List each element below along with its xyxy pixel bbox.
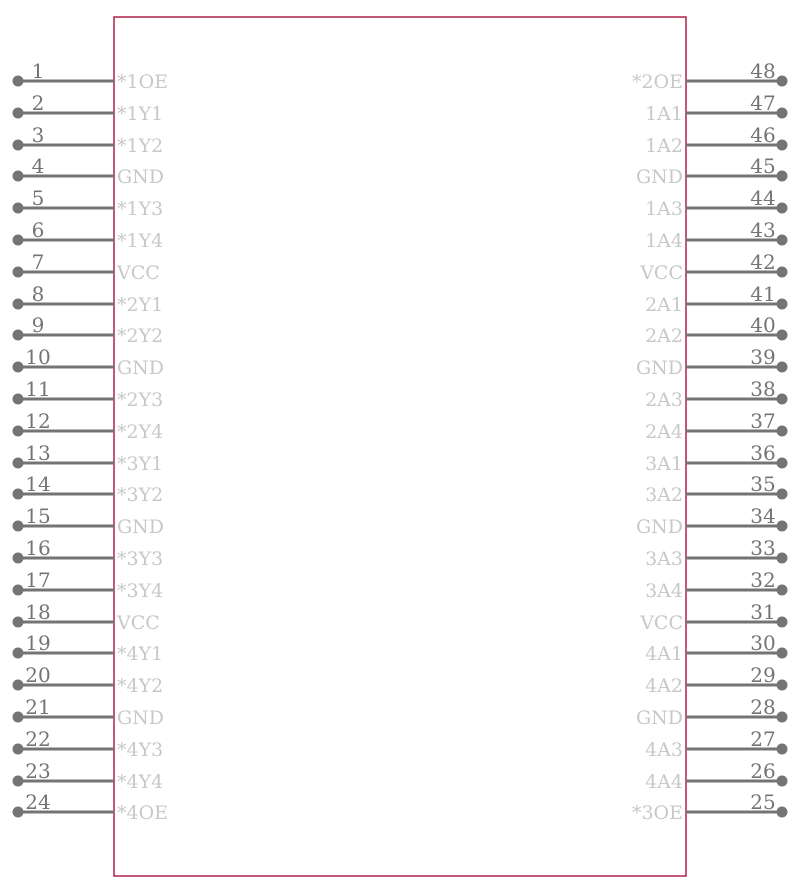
pin-2 — [13, 91, 164, 125]
pin-26 — [645, 759, 787, 793]
pin-number: 40 — [750, 313, 776, 337]
pin-number: 28 — [750, 695, 776, 719]
pin-terminal-dot — [13, 712, 24, 723]
pin-number: 48 — [750, 59, 776, 83]
pin-terminal-dot — [777, 203, 788, 214]
pin-terminal-dot — [13, 617, 24, 628]
pin-terminal-dot — [777, 426, 788, 437]
pin-28 — [636, 695, 788, 729]
pin-name-label: *3OE — [631, 802, 683, 824]
pin-name-label: *4Y4 — [117, 771, 164, 793]
pin-number: 41 — [750, 282, 776, 306]
pin-number: 26 — [750, 759, 776, 783]
pin-46 — [645, 123, 787, 157]
pin-terminal-dot — [13, 140, 24, 151]
pin-name-label: 3A4 — [645, 580, 683, 602]
pin-number: 10 — [25, 345, 51, 369]
pin-32 — [645, 568, 787, 602]
pin-17 — [13, 568, 164, 602]
pin-name-label: *2OE — [631, 71, 683, 93]
pin-name-label: GND — [635, 357, 683, 379]
pin-terminal-dot — [777, 553, 788, 564]
pin-7 — [13, 250, 160, 284]
pin-name-label: VCC — [640, 612, 683, 634]
pin-47 — [645, 91, 787, 125]
pin-terminal-dot — [777, 171, 788, 182]
pin-9 — [13, 313, 164, 347]
pin-27 — [645, 727, 787, 761]
pin-24 — [13, 790, 169, 824]
pin-39 — [636, 345, 788, 379]
pin-number: 44 — [750, 186, 776, 210]
pin-number: 33 — [750, 536, 776, 560]
pin-name-label: GND — [635, 516, 683, 538]
pin-33 — [645, 536, 787, 570]
pin-terminal-dot — [13, 744, 24, 755]
pin-terminal-dot — [13, 235, 24, 246]
pin-number: 34 — [750, 504, 776, 528]
pin-terminal-dot — [777, 585, 788, 596]
pin-13 — [13, 441, 164, 475]
pin-terminal-dot — [777, 712, 788, 723]
pin-41 — [645, 282, 787, 316]
pin-18 — [13, 600, 160, 634]
pin-29 — [645, 663, 787, 697]
pin-terminal-dot — [777, 617, 788, 628]
pin-terminal-dot — [777, 807, 788, 818]
pin-number: 37 — [750, 409, 776, 433]
left-pin-group — [13, 59, 169, 824]
pin-16 — [13, 536, 164, 570]
pin-number: 8 — [31, 282, 45, 306]
pin-number: 42 — [750, 250, 776, 274]
pin-name-label: *1Y2 — [117, 135, 164, 157]
pin-terminal-dot — [777, 394, 788, 405]
pin-name-label: VCC — [117, 612, 160, 634]
pin-name-label: 2A2 — [645, 325, 683, 347]
pin-name-label: *2Y1 — [117, 294, 164, 316]
pin-48 — [632, 59, 788, 93]
pin-number: 22 — [25, 727, 51, 751]
pin-21 — [13, 695, 165, 729]
pin-37 — [645, 409, 787, 443]
ic-body-outline — [114, 17, 686, 876]
pin-name-label: *4Y2 — [117, 675, 164, 697]
pin-name-label: *4Y3 — [117, 739, 164, 761]
pin-number: 38 — [750, 377, 776, 401]
pin-6 — [13, 218, 164, 252]
pin-terminal-dot — [777, 330, 788, 341]
pin-terminal-dot — [13, 585, 24, 596]
pin-terminal-dot — [13, 267, 24, 278]
pin-terminal-dot — [13, 203, 24, 214]
pin-3 — [13, 123, 164, 157]
pin-terminal-dot — [777, 76, 788, 87]
pin-number: 30 — [750, 631, 776, 655]
pin-name-label: *3Y3 — [117, 548, 164, 570]
pin-20 — [13, 663, 164, 697]
pin-terminal-dot — [13, 807, 24, 818]
pin-name-label: 3A1 — [645, 453, 683, 475]
pin-number: 43 — [750, 218, 776, 242]
pin-30 — [645, 631, 787, 665]
pin-name-label: *4OE — [117, 802, 169, 824]
pin-23 — [13, 759, 164, 793]
pin-terminal-dot — [13, 521, 24, 532]
pin-terminal-dot — [13, 362, 24, 373]
pin-terminal-dot — [13, 458, 24, 469]
pin-number: 4 — [31, 154, 45, 178]
pin-name-label: 2A1 — [645, 294, 683, 316]
pin-name-label: *3Y2 — [117, 484, 164, 506]
pin-name-label: *1OE — [117, 71, 169, 93]
pin-number: 24 — [25, 790, 51, 814]
pin-terminal-dot — [777, 648, 788, 659]
pin-38 — [645, 377, 787, 411]
pin-number: 16 — [25, 536, 51, 560]
pin-number: 25 — [750, 790, 776, 814]
pin-terminal-dot — [13, 108, 24, 119]
pin-name-label: 2A3 — [645, 389, 683, 411]
pin-terminal-dot — [777, 299, 788, 310]
pin-terminal-dot — [777, 267, 788, 278]
pin-name-label: *3Y4 — [117, 580, 164, 602]
pin-number: 45 — [750, 154, 776, 178]
pin-terminal-dot — [13, 680, 24, 691]
pin-name-label: 1A2 — [645, 135, 683, 157]
pin-terminal-dot — [777, 680, 788, 691]
pin-terminal-dot — [777, 776, 788, 787]
pin-terminal-dot — [13, 76, 24, 87]
pin-name-label: 4A3 — [645, 739, 683, 761]
pin-22 — [13, 727, 164, 761]
pin-name-label: GND — [117, 707, 165, 729]
pin-name-label: 2A4 — [645, 421, 683, 443]
pin-name-label: 1A1 — [645, 103, 683, 125]
pin-number: 3 — [31, 123, 45, 147]
pin-name-label: GND — [635, 166, 683, 188]
pin-34 — [636, 504, 788, 538]
pin-number: 47 — [750, 91, 776, 115]
pin-5 — [13, 186, 164, 220]
pin-name-label: 1A4 — [645, 230, 683, 252]
pin-name-label: *1Y4 — [117, 230, 164, 252]
pin-terminal-dot — [13, 330, 24, 341]
pin-terminal-dot — [777, 489, 788, 500]
pin-number: 5 — [31, 186, 45, 210]
pin-4 — [13, 154, 165, 188]
pin-terminal-dot — [777, 140, 788, 151]
pin-terminal-dot — [777, 458, 788, 469]
pin-19 — [13, 631, 164, 665]
pin-terminal-dot — [13, 648, 24, 659]
pin-number: 2 — [31, 91, 45, 115]
pin-number: 36 — [750, 441, 776, 465]
pin-number: 12 — [25, 409, 51, 433]
pin-terminal-dot — [777, 521, 788, 532]
pin-25 — [632, 790, 788, 824]
pin-number: 1 — [31, 59, 45, 83]
pin-name-label: 4A2 — [645, 675, 683, 697]
pin-name-label: *3Y1 — [117, 453, 164, 475]
pin-number: 17 — [25, 568, 51, 592]
pin-name-label: *1Y1 — [117, 103, 164, 125]
pin-11 — [13, 377, 164, 411]
pin-number: 9 — [31, 313, 45, 337]
pin-name-label: *2Y3 — [117, 389, 164, 411]
pin-name-label: *2Y2 — [117, 325, 164, 347]
pin-number: 14 — [25, 472, 51, 496]
pin-terminal-dot — [13, 394, 24, 405]
pin-terminal-dot — [13, 171, 24, 182]
pin-number: 39 — [750, 345, 776, 369]
pin-terminal-dot — [13, 426, 24, 437]
pin-35 — [645, 472, 787, 506]
pin-name-label: VCC — [117, 262, 160, 284]
pin-43 — [645, 218, 787, 252]
pin-terminal-dot — [777, 362, 788, 373]
pin-number: 23 — [25, 759, 51, 783]
pin-number: 6 — [31, 218, 45, 242]
pin-name-label: 4A1 — [645, 643, 683, 665]
pin-10 — [13, 345, 165, 379]
pin-44 — [645, 186, 787, 220]
pin-number: 20 — [25, 663, 51, 687]
pin-number: 19 — [25, 631, 51, 655]
pin-number: 46 — [750, 123, 776, 147]
pin-name-label: GND — [635, 707, 683, 729]
pin-12 — [13, 409, 164, 443]
pin-terminal-dot — [777, 744, 788, 755]
pin-name-label: GND — [117, 166, 165, 188]
pin-terminal-dot — [13, 776, 24, 787]
pin-31 — [639, 600, 787, 634]
pin-number: 13 — [25, 441, 51, 465]
pin-terminal-dot — [13, 489, 24, 500]
pin-number: 18 — [25, 600, 51, 624]
pin-number: 29 — [750, 663, 776, 687]
pin-name-label: 3A3 — [645, 548, 683, 570]
pin-1 — [13, 59, 169, 93]
pin-number: 7 — [31, 250, 45, 274]
pin-name-label: GND — [117, 516, 165, 538]
pin-terminal-dot — [13, 299, 24, 310]
pin-36 — [645, 441, 787, 475]
pin-name-label: *4Y1 — [117, 643, 164, 665]
pin-15 — [13, 504, 165, 538]
pin-terminal-dot — [777, 108, 788, 119]
pin-name-label: 3A2 — [645, 484, 683, 506]
pin-45 — [636, 154, 788, 188]
pin-name-label: *1Y3 — [117, 198, 164, 220]
pin-name-label: 1A3 — [645, 198, 683, 220]
pin-number: 31 — [750, 600, 776, 624]
pin-name-label: *2Y4 — [117, 421, 164, 443]
pin-number: 32 — [750, 568, 776, 592]
pin-name-label: 4A4 — [645, 771, 683, 793]
pin-name-label: VCC — [640, 262, 683, 284]
pin-number: 15 — [25, 504, 51, 528]
pin-number: 11 — [25, 377, 51, 401]
pin-number: 35 — [750, 472, 776, 496]
pin-14 — [13, 472, 164, 506]
pin-number: 21 — [25, 695, 51, 719]
pin-name-label: GND — [117, 357, 165, 379]
pin-40 — [645, 313, 787, 347]
right-pin-group — [632, 59, 788, 824]
pin-terminal-dot — [13, 553, 24, 564]
pin-42 — [639, 250, 787, 284]
pin-terminal-dot — [777, 235, 788, 246]
pin-8 — [13, 282, 164, 316]
pin-number: 27 — [750, 727, 776, 751]
